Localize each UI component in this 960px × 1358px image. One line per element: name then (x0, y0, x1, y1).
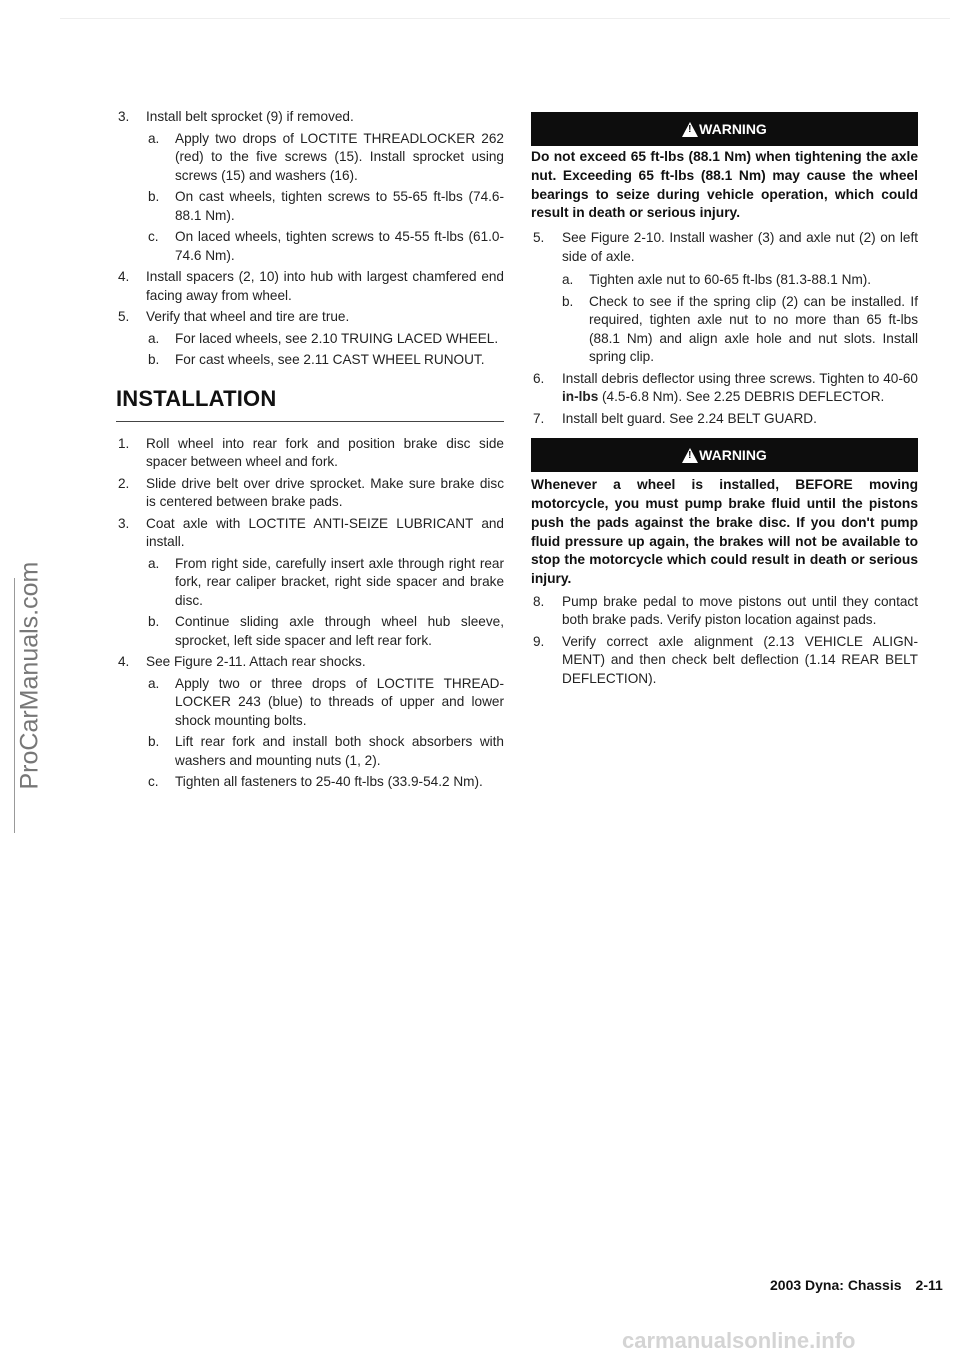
step-text: Install debris deflector using three screws. Tighten to 40-60 (562, 370, 918, 386)
step-number: 3. (118, 109, 130, 124)
install-step-2 (118, 475, 504, 512)
step-3 (118, 108, 504, 127)
step-text: Verify that wheel and tire are true. (146, 309, 350, 324)
step-text: From right side, carefully insert axle through right rear fork, rear caliper bracket, right side spacer and brake disc. (175, 555, 504, 608)
warning-label: WARNING (699, 447, 767, 464)
warning-text-2: Whenever a wheel is installed, BEFORE moving motorcycle, you must pump brake fluid until the pistons push the pads against the brake disc. If you don't pump fluid pressure up again, the brakes will not be available to stop the motorcycle which could result in death or serious injury. (531, 477, 918, 587)
step-number: 8. (533, 593, 545, 609)
step-text: Install belt guard. See 2.24 BELT GUARD. (562, 410, 817, 426)
scan-edge (60, 18, 950, 19)
step-number: 1. (118, 435, 130, 451)
step-number: 5. (118, 309, 130, 324)
heading-rule (116, 421, 504, 422)
warning-text: Do not exceed 65 ft-lbs (88.1 Nm) when tightening the axle nut. Exceeding 65 ft-lbs (88.1 Nm) may cause the wheel bearings to seize during vehicle operation, which could result in death or serious injury. (531, 149, 918, 221)
step-5-right (533, 229, 918, 266)
substep-5b (148, 351, 504, 370)
step-number: a. (148, 130, 160, 146)
warning-triangle-icon (682, 448, 698, 463)
substep-3a (148, 130, 504, 186)
step-text: On cast wheels, tighten screws to 55-65 ft-lbs (74.6-88.1 Nm). (175, 189, 504, 223)
step-text: Lift rear fork and install both shock absorbers with washers and mounting nuts (1, 2). (175, 734, 504, 768)
step-4 (118, 268, 504, 305)
step-text: Apply two or three drops of LOCTITE THREAD-LOCKER 243 (blue) to threads of upper and lower shock mounting bolts. (175, 675, 504, 728)
step-7-right (533, 410, 918, 429)
step-number: b. (148, 352, 160, 367)
substep-5a-right (562, 271, 918, 290)
warning-banner-2 (531, 438, 918, 472)
page-number: 2-11 (915, 1277, 943, 1293)
step-number: a. (148, 330, 160, 346)
install-step-1 (118, 435, 504, 472)
step-number: b. (148, 734, 160, 749)
step-8-right (533, 593, 918, 630)
step-9-right (533, 633, 918, 689)
step-text: Verify correct axle alignment (2.13 VEHICLE ALIGN-MENT) and then check belt deflection (1.14 REAR BELT DEFLECTION). (562, 633, 918, 686)
install-step-4 (118, 653, 504, 672)
step-text: Install spacers (2, 10) into hub with largest chamfered end facing away from wheel. (146, 269, 504, 303)
step-text-bold: in-lbs (562, 389, 599, 405)
right-column (531, 112, 918, 688)
step-number: 6. (533, 370, 545, 386)
step-text: Tighten axle nut to 60-65 ft-lbs (81.3-88.1 Nm). (589, 272, 872, 288)
step-text: Continue sliding axle through wheel hub sleeve, sprocket, left side spacer and left rear fork. (175, 614, 504, 648)
bottom-watermark: carmanualsonline.info (622, 1328, 856, 1353)
step-text: Apply two drops of LOCTITE THREADLOCKER 262 (red) to the five screws (15). Install sprocket using screws (15) and washers (16). (175, 130, 504, 183)
step-text: On laced wheels, tighten screws to 45-55 ft-lbs (61.0-74.6 Nm). (175, 229, 504, 263)
step-5 (118, 308, 504, 327)
section-heading: INSTALLATION (116, 385, 277, 411)
step-text: Tighten all fasteners to 25-40 ft-lbs (33.9-54.2 Nm). (175, 774, 483, 789)
page-footer (770, 1277, 943, 1293)
warning-label: WARNING (699, 121, 767, 137)
step-number: c. (148, 229, 159, 244)
step-text: For cast wheels, see 2.11 CAST WHEEL RUNOUT. (175, 352, 485, 367)
install-substep-4a (148, 675, 504, 731)
substep-5b-right (562, 293, 918, 367)
step-number: 2. (118, 475, 130, 491)
step-text: See Figure 2-10. Install washer (3) and axle nut (2) on left side of axle. (562, 230, 918, 264)
footer-title: 2003 Dyna: Chassis (770, 1277, 902, 1293)
step-number: 5. (533, 230, 545, 246)
step-number: b. (562, 293, 574, 309)
install-substep-4c (148, 773, 504, 792)
install-substep-4b (148, 733, 504, 770)
warning-banner (531, 112, 918, 146)
step-number: a. (148, 675, 160, 691)
step-text: Pump brake pedal to move pistons out until they contact both brake pads. Verify piston location against pads. (562, 593, 918, 628)
left-column (118, 105, 504, 792)
install-substep-3a (148, 555, 504, 611)
step-number: c. (148, 774, 159, 789)
warning-triangle-icon (682, 122, 698, 137)
step-number: a. (148, 555, 160, 571)
substep-3b (148, 188, 504, 225)
step-number: b. (148, 189, 160, 204)
step-text: Slide drive belt over drive sprocket. Make sure brake disc is centered between brake pads. (146, 475, 504, 509)
step-number: b. (148, 614, 160, 629)
install-substep-3b (148, 613, 504, 650)
substep-5a (148, 330, 504, 349)
step-6-right (533, 370, 918, 407)
step-number: 4. (118, 269, 130, 284)
step-text: See Figure 2-11. Attach rear shocks. (146, 654, 366, 669)
step-number: 3. (118, 515, 130, 531)
side-watermark: ProCarManuals.com (15, 561, 44, 790)
step-text: Check to see if the spring clip (2) can be installed. If required, tighten axle nut to no more than 65 ft-lbs (88.1 Nm) and align axle hole and nut slots. Install spring clip. (589, 293, 918, 365)
substep-3c (148, 228, 504, 265)
step-text: Roll wheel into rear fork and position brake disc side spacer between wheel and fork. (146, 435, 504, 469)
step-text: For laced wheels, see 2.10 TRUING LACED WHEEL. (175, 330, 499, 346)
step-number: 9. (533, 633, 545, 649)
step-text: Coat axle with LOCTITE ANTI-SEIZE LUBRICANT and install. (146, 515, 504, 549)
step-number: 7. (533, 410, 545, 426)
step-text: Install belt sprocket (9) if removed. (146, 109, 354, 124)
step-number: a. (562, 272, 574, 288)
install-step-3 (118, 515, 504, 552)
step-text: (4.5-6.8 Nm). See 2.25 DEBRIS DEFLECTOR. (598, 389, 885, 405)
step-number: 4. (118, 654, 130, 669)
